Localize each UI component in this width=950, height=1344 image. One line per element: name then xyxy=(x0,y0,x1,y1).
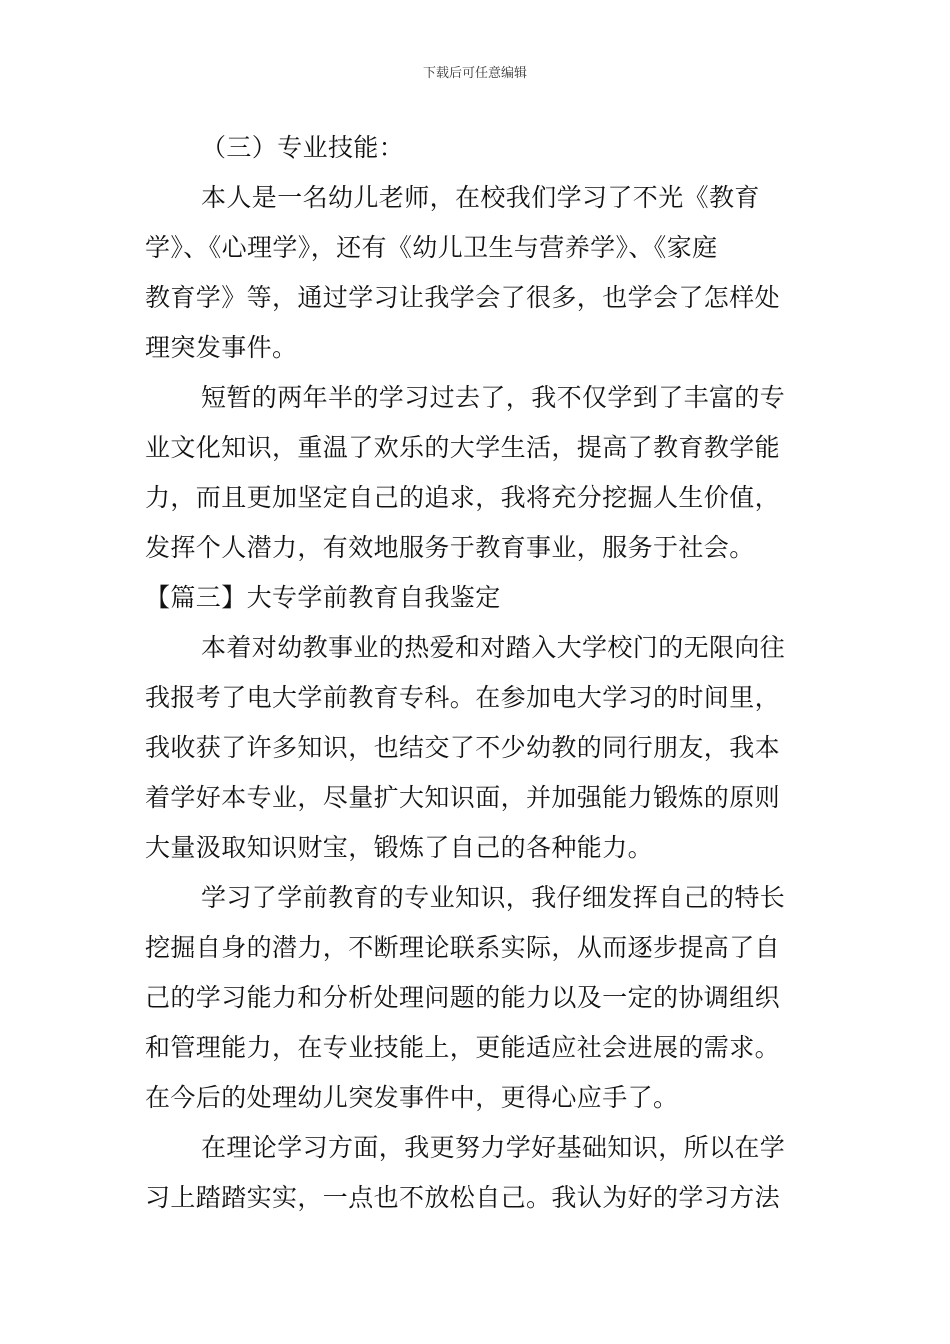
text-line: 在理论学习方面，我更努力学好基础知识，所以在学 xyxy=(201,1133,786,1162)
text-line: 本着对幼教事业的热爱和对踏入大学校门的无限向往 xyxy=(201,633,786,662)
text-line: 力，而且更加坚定自己的追求，我将充分挖掘人生价值， xyxy=(145,483,781,512)
document-body xyxy=(145,123,809,1223)
text-line: 己的学习能力和分析处理问题的能力以及一定的协调组织 xyxy=(145,983,781,1012)
page-header: 下载后可任意编辑 xyxy=(422,66,527,81)
text-line: 挖掘自身的潜力，不断理论联系实际，从而逐步提高了自 xyxy=(145,933,781,962)
text-line: （三）专业技能： xyxy=(201,133,405,162)
text-line: 学习了学前教育的专业知识，我仔细发挥自己的特长 xyxy=(201,883,786,912)
text-line: 在今后的处理幼儿突发事件中，更得心应手了。 xyxy=(145,1083,679,1112)
text-line: 理突发事件。 xyxy=(145,333,298,362)
text-line: 教育学》等，通过学习让我学会了很多，也学会了怎样处 xyxy=(145,283,781,312)
text-line: 我收获了许多知识，也结交了不少幼教的同行朋友，我本 xyxy=(145,733,781,762)
text-line: 本人是一名幼儿老师，在校我们学习了不光《教育 xyxy=(201,183,760,212)
text-line: 发挥个人潜力，有效地服务于教育事业，服务于社会。 xyxy=(145,533,755,562)
text-line: 学》、《心理学》，还有《幼儿卫生与营养学》、《家庭 xyxy=(145,233,718,262)
section-heading: 【篇三】大专学前教育自我鉴定 xyxy=(145,583,501,612)
text-line: 我报考了电大学前教育专科。在参加电大学习的时间里， xyxy=(145,683,781,712)
text-line: 短暂的两年半的学习过去了，我不仅学到了丰富的专 xyxy=(201,383,786,412)
text-line: 业文化知识，重温了欢乐的大学生活，提高了教育教学能 xyxy=(145,433,781,462)
text-line: 着学好本专业，尽量扩大知识面，并加强能力锻炼的原则 xyxy=(145,783,781,812)
text-line: 大量汲取知识财宝，锻炼了自己的各种能力。 xyxy=(145,833,654,862)
text-line: 和管理能力，在专业技能上，更能适应社会进展的需求。 xyxy=(145,1033,781,1062)
text-line: 习上踏踏实实，一点也不放松自己。我认为好的学习方法 xyxy=(145,1183,781,1212)
